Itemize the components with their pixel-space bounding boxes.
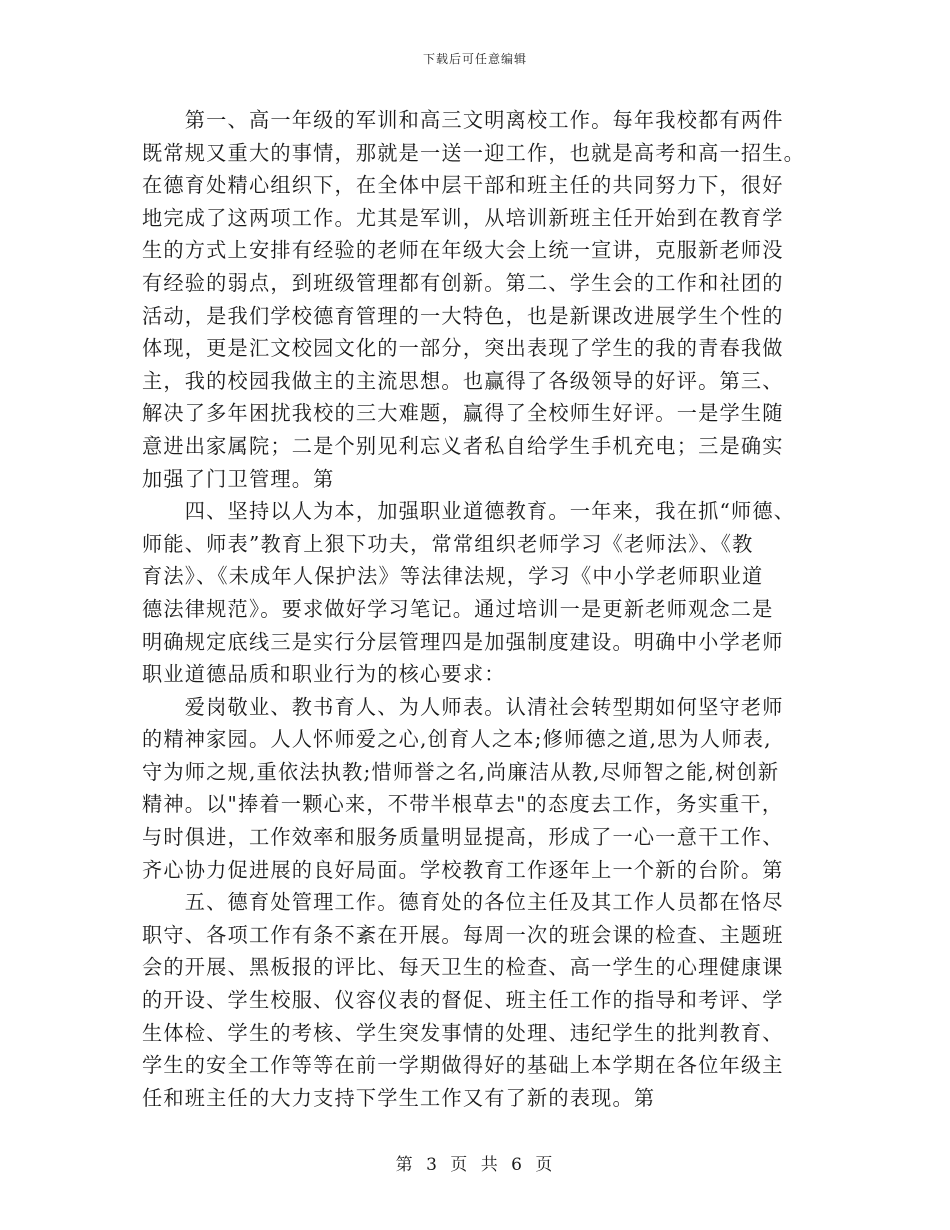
body-content [142, 104, 806, 1114]
text-line: 地完成了这两项工作。尤其是军训，从培训新班主任开始到在教育学 [142, 205, 784, 230]
text-line: 任和班主任的大力支持下学生工作又有了新的表现。第 [142, 1085, 656, 1110]
text-line: 与时俱进，工作效率和服务质量明显提高，形成了一心一意干工作、 [142, 825, 784, 850]
text-line: 五、德育处管理工作。德育处的各位主任及其工作人员都在恪尽 [142, 890, 784, 915]
paragraph-1 [142, 104, 806, 495]
text-line: 职业道德品质和职业行为的核心要求： [142, 662, 506, 687]
paragraph-4 [142, 886, 802, 1114]
text-line: 齐心协力促进展的良好局面。学校教育工作逐年上一个新的台阶。第 [142, 857, 784, 882]
text-line: 职守、各项工作有条不紊在开展。每周一次的班会课的检查、主题班 [142, 922, 784, 947]
text-line: 解决了多年困扰我校的三大难题，赢得了全校师生好评。一是学生随 [142, 401, 784, 426]
text-line: 主，我的校园我做主的主流思想。也赢得了各级领导的好评。第三、 [142, 368, 784, 393]
text-line: 德法律规范》。要求做好学习笔记。通过培训一是更新老师观念二是 [142, 596, 774, 621]
text-line: 活动，是我们学校德育管理的一大特色，也是新课改进展学生个性的 [142, 303, 784, 328]
text-line: 生体检、学生的考核、学生突发事情的处理、违纪学生的批判教育、 [142, 1020, 784, 1045]
text-line: 爱岗敬业、教书育人、为人师表。认清社会转型期如何坚守老师 [142, 694, 784, 719]
text-line: 的开设、学生校服、仪容仪表的督促、班主任工作的指导和考评、学 [142, 988, 784, 1013]
text-line: 的精神家园。人人怀师爱之心,创育人之本;修师德之道,思为人师表, [142, 727, 772, 752]
paragraph-2 [142, 495, 802, 691]
text-line: 既常规又重大的事情，那就是一送一迎工作，也就是高考和高一招生。 [142, 140, 806, 165]
text-line: 明确规定底线三是实行分层管理四是加强制度建设。明确中小学老师 [142, 629, 784, 654]
text-line: 四、坚持以人为本，加强职业道德教育。一年来，我在抓“师德、 [142, 499, 796, 524]
text-line: 会的开展、黑板报的评比、每天卫生的检查、高一学生的心理健康课 [142, 955, 784, 980]
text-line: 有经验的弱点，到班级管理都有创新。第二、学生会的工作和社团的 [142, 270, 784, 295]
text-line: 守为师之规,重依法执教;惜师誉之名,尚廉洁从教,尽师智之能,树创新 [142, 759, 780, 784]
paragraph-3 [142, 691, 802, 887]
text-line: 体现，更是汇文校园文化的一部分，突出表现了学生的我的青春我做 [142, 336, 784, 361]
text-line: 生的方式上安排有经验的老师在年级大会上统一宣讲，克服新老师没 [142, 238, 784, 263]
text-line: 在德育处精心组织下，在全体中层干部和班主任的共同努力下，很好 [142, 173, 784, 198]
text-line: 加强了门卫管理。第 [142, 466, 335, 491]
text-line: 学生的安全工作等等在前一学期做得好的基础上本学期在各位年级主 [142, 1053, 784, 1078]
text-line: 意进出家属院；二是个别见利忘义者私自给学生手机充电；三是确实 [142, 433, 784, 458]
text-line: 师能、师表”教育上狠下功夫，常常组织老师学习《老师法》、《教 [142, 531, 754, 556]
page-number-footer: 第 3 页 共 6 页 [395, 1155, 555, 1175]
text-line: 第一、高一年级的军训和高三文明离校工作。每年我校都有两件 [142, 108, 784, 132]
text-line: 育法》、《未成年人保护法》等法律法规，学习《中小学老师职业道 [142, 564, 764, 589]
text-line: 精神。以"捧着一颗心来，不带半根草去"的态度去工作，务实重干， [142, 792, 784, 817]
page-header: 下载后可任意编辑 [422, 52, 527, 66]
